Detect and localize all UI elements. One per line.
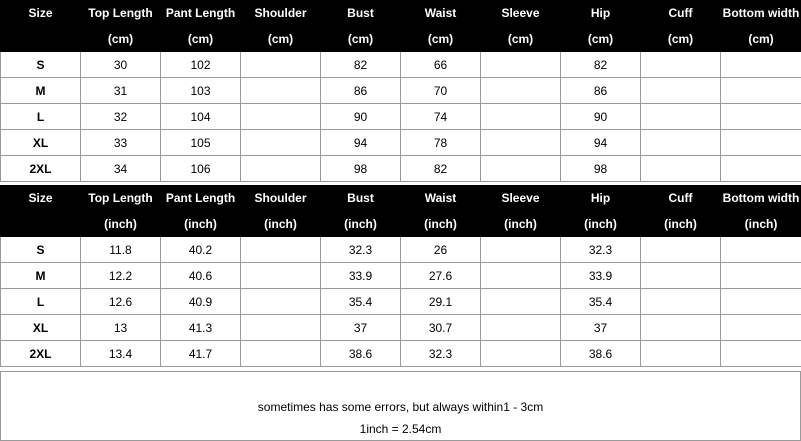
header-row	[1, 186, 801, 211]
header-bust: Bust	[321, 1, 401, 26]
header-pant-length: Pant Length	[161, 1, 241, 26]
measurement-cell: 40.6	[161, 263, 241, 289]
measurement-cell	[721, 104, 801, 130]
measurement-cell	[481, 237, 561, 263]
measurement-cell: 26	[401, 237, 481, 263]
measurement-cell	[641, 104, 721, 130]
header-cuff: Cuff	[641, 186, 721, 211]
measurement-cell: 86	[561, 78, 641, 104]
unit-label: (cm)	[161, 26, 241, 52]
size-cell: S	[1, 237, 81, 263]
measurement-cell	[721, 315, 801, 341]
unit-label: (inch)	[721, 211, 801, 237]
header-size: Size	[1, 1, 81, 26]
measurement-cell: 38.6	[321, 341, 401, 367]
unit-label: (cm)	[241, 26, 321, 52]
measurement-cell: 37	[321, 315, 401, 341]
unit-label: (cm)	[641, 26, 721, 52]
size-table-cm	[0, 0, 801, 182]
unit-label: (inch)	[401, 211, 481, 237]
measurement-cell: 29.1	[401, 289, 481, 315]
measurement-cell	[481, 156, 561, 182]
measurement-cell: 86	[321, 78, 401, 104]
measurement-cell: 103	[161, 78, 241, 104]
measurement-cell	[241, 315, 321, 341]
measurement-cell: 13	[81, 315, 161, 341]
unit-label: (inch)	[161, 211, 241, 237]
size-cell: M	[1, 263, 81, 289]
size-cell: S	[1, 52, 81, 78]
unit-label: (inch)	[81, 211, 161, 237]
unit-row	[1, 26, 801, 52]
measurement-cell	[481, 289, 561, 315]
measurement-cell: 30.7	[401, 315, 481, 341]
measurement-cell	[241, 52, 321, 78]
measurement-cell: 11.8	[81, 237, 161, 263]
measurement-cell: 82	[401, 156, 481, 182]
unit-label: (cm)	[81, 26, 161, 52]
table-row	[1, 156, 801, 182]
header-shoulder: Shoulder	[241, 186, 321, 211]
unit-label: (inch)	[641, 211, 721, 237]
table-row	[1, 315, 801, 341]
measurement-cell	[721, 130, 801, 156]
table-row	[1, 289, 801, 315]
measurement-cell: 32.3	[321, 237, 401, 263]
measurement-cell	[481, 341, 561, 367]
table-row	[1, 78, 801, 104]
measurement-cell	[641, 341, 721, 367]
measurement-cell	[641, 237, 721, 263]
measurement-cell	[241, 289, 321, 315]
measurement-cell: 31	[81, 78, 161, 104]
measurement-cell: 33	[81, 130, 161, 156]
measurement-cell: 102	[161, 52, 241, 78]
measurement-cell	[481, 52, 561, 78]
measurement-cell: 70	[401, 78, 481, 104]
measurement-cell: 106	[161, 156, 241, 182]
header-hip: Hip	[561, 186, 641, 211]
measurement-cell	[641, 130, 721, 156]
measurement-cell: 33.9	[321, 263, 401, 289]
unit-label: (cm)	[321, 26, 401, 52]
header-waist: Waist	[401, 1, 481, 26]
measurement-cell: 82	[321, 52, 401, 78]
measurement-cell	[481, 263, 561, 289]
measurement-cell	[641, 52, 721, 78]
size-cell: L	[1, 104, 81, 130]
unit-blank	[1, 26, 81, 52]
measurement-cell	[241, 104, 321, 130]
measurement-cell	[481, 104, 561, 130]
measurement-cell	[641, 156, 721, 182]
header-top-length: Top Length	[81, 186, 161, 211]
measurement-cell: 40.9	[161, 289, 241, 315]
unit-label: (cm)	[721, 26, 801, 52]
table-body-inch	[1, 237, 801, 367]
measurement-cell: 78	[401, 130, 481, 156]
measurement-cell: 35.4	[561, 289, 641, 315]
measurement-cell	[721, 237, 801, 263]
measurement-cell: 34	[81, 156, 161, 182]
measurement-cell: 66	[401, 52, 481, 78]
size-cell: L	[1, 289, 81, 315]
measurement-cell: 105	[161, 130, 241, 156]
measurement-cell: 82	[561, 52, 641, 78]
header-bottom-width: Bottom width	[721, 186, 801, 211]
unit-label: (cm)	[481, 26, 561, 52]
header-row	[1, 1, 801, 26]
table-row	[1, 263, 801, 289]
table-row	[1, 104, 801, 130]
measurement-cell	[721, 263, 801, 289]
measurement-cell: 12.2	[81, 263, 161, 289]
unit-row	[1, 211, 801, 237]
measurement-cell: 98	[561, 156, 641, 182]
measurement-cell: 94	[321, 130, 401, 156]
measurement-cell: 40.2	[161, 237, 241, 263]
unit-label: (inch)	[241, 211, 321, 237]
header-pant-length: Pant Length	[161, 186, 241, 211]
measurement-cell: 94	[561, 130, 641, 156]
unit-label: (cm)	[401, 26, 481, 52]
header-cuff: Cuff	[641, 1, 721, 26]
measurement-cell	[481, 78, 561, 104]
header-bust: Bust	[321, 186, 401, 211]
measurement-cell: 90	[321, 104, 401, 130]
measurement-cell: 37	[561, 315, 641, 341]
measurement-cell	[481, 130, 561, 156]
unit-label: (inch)	[321, 211, 401, 237]
measurement-cell	[721, 341, 801, 367]
header-hip: Hip	[561, 1, 641, 26]
header-size: Size	[1, 186, 81, 211]
measurement-cell: 98	[321, 156, 401, 182]
size-cell: M	[1, 78, 81, 104]
note-box	[0, 371, 801, 441]
unit-label: (cm)	[561, 26, 641, 52]
header-sleeve: Sleeve	[481, 1, 561, 26]
measurement-cell	[721, 156, 801, 182]
measurement-cell: 38.6	[561, 341, 641, 367]
measurement-cell	[641, 78, 721, 104]
unit-label: (inch)	[561, 211, 641, 237]
table-row	[1, 52, 801, 78]
measurement-cell: 32.3	[561, 237, 641, 263]
measurement-cell: 41.7	[161, 341, 241, 367]
measurement-cell: 74	[401, 104, 481, 130]
table-row	[1, 341, 801, 367]
measurement-cell	[481, 315, 561, 341]
size-cell: 2XL	[1, 341, 81, 367]
header-bottom-width: Bottom width	[721, 1, 801, 26]
measurement-cell: 104	[161, 104, 241, 130]
measurement-cell: 35.4	[321, 289, 401, 315]
measurement-cell: 41.3	[161, 315, 241, 341]
conversion-note: 1inch = 2.54cm	[359, 422, 442, 436]
size-cell: XL	[1, 130, 81, 156]
measurement-cell	[241, 263, 321, 289]
measurement-cell	[241, 237, 321, 263]
size-table-inch	[0, 185, 801, 367]
size-cell: 2XL	[1, 156, 81, 182]
table-row	[1, 237, 801, 263]
measurement-cell: 33.9	[561, 263, 641, 289]
header-shoulder: Shoulder	[241, 1, 321, 26]
measurement-cell	[241, 341, 321, 367]
measurement-cell	[241, 156, 321, 182]
header-sleeve: Sleeve	[481, 186, 561, 211]
measurement-cell: 32.3	[401, 341, 481, 367]
measurement-cell: 30	[81, 52, 161, 78]
table-row	[1, 130, 801, 156]
measurement-cell: 13.4	[81, 341, 161, 367]
measurement-cell	[721, 78, 801, 104]
size-cell: XL	[1, 315, 81, 341]
header-top-length: Top Length	[81, 1, 161, 26]
unit-blank	[1, 211, 81, 237]
error-note: sometimes has some errors, but always within1 - 3cm	[257, 400, 544, 414]
table-body-cm	[1, 52, 801, 182]
measurement-cell	[641, 315, 721, 341]
header-waist: Waist	[401, 186, 481, 211]
measurement-cell: 27.6	[401, 263, 481, 289]
measurement-cell	[721, 52, 801, 78]
measurement-cell	[721, 289, 801, 315]
measurement-cell	[241, 130, 321, 156]
unit-label: (inch)	[481, 211, 561, 237]
measurement-cell: 32	[81, 104, 161, 130]
measurement-cell: 12.6	[81, 289, 161, 315]
measurement-cell	[241, 78, 321, 104]
measurement-cell	[641, 289, 721, 315]
measurement-cell	[641, 263, 721, 289]
measurement-cell: 90	[561, 104, 641, 130]
